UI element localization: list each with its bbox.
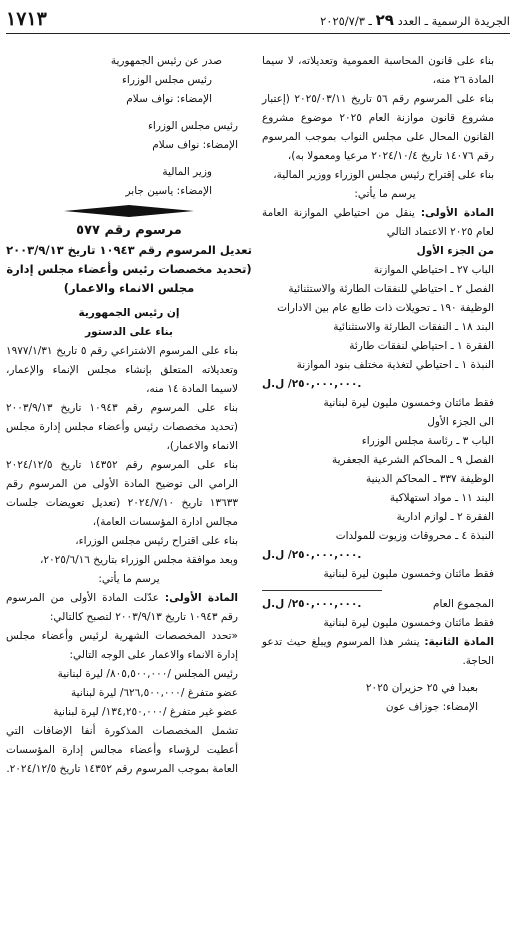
from-item: الفصل ٢ ـ احتياطي للنفقات الطارئة والاستثنائية bbox=[288, 283, 494, 295]
page-header bbox=[6, 8, 510, 30]
gazette-title: الجريدة الرسمية ـ العدد bbox=[397, 14, 510, 28]
page-number: ١٧١٣ bbox=[6, 8, 47, 30]
header-rule bbox=[6, 33, 510, 34]
amend-article-1-text: عدّلت المادة الأولى من المرسوم رقم ١٠٩٤٣ تاريخ ٢٠٠٣/٩/١٣ لتصبح كالتالي: bbox=[6, 592, 238, 623]
amount-1: ٢٥٠,٠٠٠,٠٠٠/ ل.ل. bbox=[262, 378, 362, 390]
president-line: إن رئيس الجمهورية bbox=[78, 307, 180, 319]
pm-title: رئيس مجلس الوزراء bbox=[121, 74, 212, 86]
closing-paragraph: تشمل المخصصات المذكورة أنفا الإضافات التي أعطيت لرؤساء وأعضاء مجالس إدارة المؤسسات العامة بموجب المرسوم رقم ١٤٣٥٢ تاريخ ٢٠٢٤/١٢/٥. bbox=[6, 725, 238, 775]
total-label: المجموع العام bbox=[433, 598, 494, 610]
right-column bbox=[262, 52, 508, 717]
to-item: الفقرة ٢ ـ لوازم ادارية bbox=[396, 511, 494, 523]
issue-number: ٢٩ bbox=[375, 11, 394, 29]
article-1-text: ينقل من احتياطي الموازنة العامة لعام ٢٠٢٥ الاعتماد التالي bbox=[262, 207, 494, 238]
amount-1-words: فقط مائتان وخمسون مليون ليرة لبنانية bbox=[323, 397, 494, 409]
allowance-item: رئيس المجلس /٨٠٥,٥٠٠,٠٠٠/ ليرة لبنانية bbox=[57, 668, 238, 680]
to-item: البند ١١ ـ مواد استهلاكية bbox=[389, 492, 494, 504]
from-item: الفقرة ١ ـ احتياطي لنفقات طارئة bbox=[349, 340, 494, 352]
finance-signature: الإمضاء: ياسين جابر bbox=[125, 185, 212, 197]
pm-title-2: رئيس مجلس الوزراء bbox=[147, 120, 238, 132]
to-item: الباب ٣ ـ رئاسة مجلس الوزراء bbox=[361, 435, 494, 447]
amend-article-1-label: المادة الأولى: bbox=[164, 592, 239, 604]
allowance-quote: «تحدد المخصصات الشهرية لرئيس وأعضاء مجلس إدارة الانماء والاعمار على الوجه التالي: bbox=[6, 630, 238, 661]
amount-2-words: فقط مائتان وخمسون مليون ليرة لبنانية bbox=[323, 568, 494, 580]
preamble-3: بناء على إقتراح رئيس مجلس الوزراء ووزير المالية، bbox=[273, 169, 494, 181]
to-item: الفصل ٩ ـ المحاكم الشرعية الجعفرية bbox=[331, 454, 494, 466]
total-line bbox=[262, 595, 508, 614]
from-item: النبذة ١ ـ احتياطي لتغذية مختلف بنود الموازنة bbox=[296, 359, 494, 371]
amend-article-1 bbox=[6, 589, 252, 627]
president-signature: الإمضاء: جوزاف عون bbox=[385, 701, 478, 713]
finance-title: وزير المالية bbox=[162, 166, 212, 178]
article-1 bbox=[262, 204, 508, 242]
total-amount: ٢٥٠,٠٠٠,٠٠٠/ ل.ل. bbox=[262, 598, 362, 610]
decree-subtitle: تعديل المرسوم رقم ١٠٩٤٣ تاريخ ٢٠٠٣/٩/١٣ (تحديد مخصصات رئيس وأعضاء مجلس إدارة مجلس الانماء والاعمار) bbox=[6, 243, 252, 295]
whereas-2: بناء على المرسوم رقم ١٠٩٤٣ تاريخ ٢٠٠٣/٩/١٣ (تحديد مخصصات رئيس وأعضاء مجلس إدارة مجلس الانماء والاعمار)، bbox=[6, 402, 238, 452]
from-item: البند ١٨ ـ النفقات الطارئة والاستثنائية bbox=[333, 321, 494, 333]
article-1-label: المادة الأولى: bbox=[420, 207, 494, 219]
pm-signature-2: الإمضاء: نواف سلام bbox=[152, 139, 238, 151]
whereas-1: بناء على المرسوم الاشتراعي رقم ٥ تاريخ ١٩٧٧/١/٣١ وتعديلاته المتعلق بإنشاء مجلس الإنماء والإعمار، لاسيما المادة ١٤ منه، bbox=[6, 345, 238, 395]
amount-2: ٢٥٠,٠٠٠,٠٠٠/ ل.ل. bbox=[262, 549, 362, 561]
article-2 bbox=[262, 633, 508, 671]
from-part: من الجزء الأول bbox=[416, 245, 494, 257]
date-place: بعبدا في ٢٥ حزيران ٢٠٢٥ bbox=[365, 682, 478, 694]
whereas-4: بناء على اقتراح رئيس مجلس الوزراء، bbox=[75, 535, 238, 547]
preamble-2: بناء على المرسوم رقم ٥٦ تاريخ ٢٠٢٥/٠٣/١١ (إعتبار مشروع قانون موازنة العام ٢٠٢٥ موضوع مشروع القانون المحال على مجلس النواب بموجب المرسوم رقم ١٤٠٧٦ تاريخ ٢٠٢٤/١٠/٤ مرعيا ومعمولا به)، bbox=[262, 93, 494, 162]
decree-title: مرسوم رقم ٥٧٧ bbox=[76, 223, 182, 238]
separator-ornament bbox=[6, 205, 252, 219]
left-column bbox=[6, 52, 252, 779]
allowance-item: عضو غير متفرغ /١٣٤,٢٥٠,٠٠٠/ ليرة لبنانية bbox=[53, 706, 238, 718]
to-item: النبذة ٤ ـ محروقات وزيوت للمولدات bbox=[335, 530, 494, 542]
from-item: الباب ٢٧ ـ احتياطي الموازنة bbox=[373, 264, 494, 276]
total-rule bbox=[262, 590, 382, 591]
decrees-line: يرسم ما يأتي: bbox=[354, 188, 416, 200]
to-part: الى الجزء الأول bbox=[427, 416, 494, 428]
article-2-label: المادة الثانية: bbox=[424, 636, 494, 648]
pm-signature: الإمضاء: نواف سلام bbox=[126, 93, 212, 105]
issue-date: ـ ٢٠٢٥/٧/٣ bbox=[320, 14, 372, 28]
article-2-text: ينشر هذا المرسوم ويبلغ حيث تدعو الحاجة. bbox=[262, 636, 494, 667]
issued-by: صدر عن رئيس الجمهورية bbox=[110, 55, 222, 67]
from-item: الوظيفة ١٩٠ ـ تحويلات ذات طابع عام بين الادارات bbox=[277, 302, 494, 314]
whereas-3: بناء على المرسوم رقم ١٤٣٥٢ تاريخ ٢٠٢٤/١٢/٥ الرامي الى توضيح المادة الأولى من المرسوم رقم ١٣٦٣٣ تاريخ ٢٠٢٤/٧/١٠ (تعديل تعويضات جلسات مجالس ادارة المؤسسات العامة)، bbox=[6, 459, 238, 528]
total-words: فقط مائتان وخمسون مليون ليرة لبنانية bbox=[323, 617, 494, 629]
decrees-line-2: يرسم ما يأتي: bbox=[98, 573, 160, 585]
to-item: الوظيفة ٣٣٧ ـ المحاكم الدينية bbox=[365, 473, 494, 485]
whereas-5: وبعد موافقة مجلس الوزراء بتاريخ ٢٠٢٥/٦/١٦، bbox=[40, 554, 238, 566]
allowance-item: عضو متفرغ /٦٢٦,٥٠٠,٠٠٠/ ليرة لبنانية bbox=[71, 687, 238, 699]
running-title bbox=[320, 11, 510, 29]
constitution-line: بناء على الدستور bbox=[85, 326, 173, 338]
preamble-1: بناء على قانون المحاسبة العمومية وتعديلاته، لا سيما المادة ٢٦ منه، bbox=[262, 55, 494, 86]
